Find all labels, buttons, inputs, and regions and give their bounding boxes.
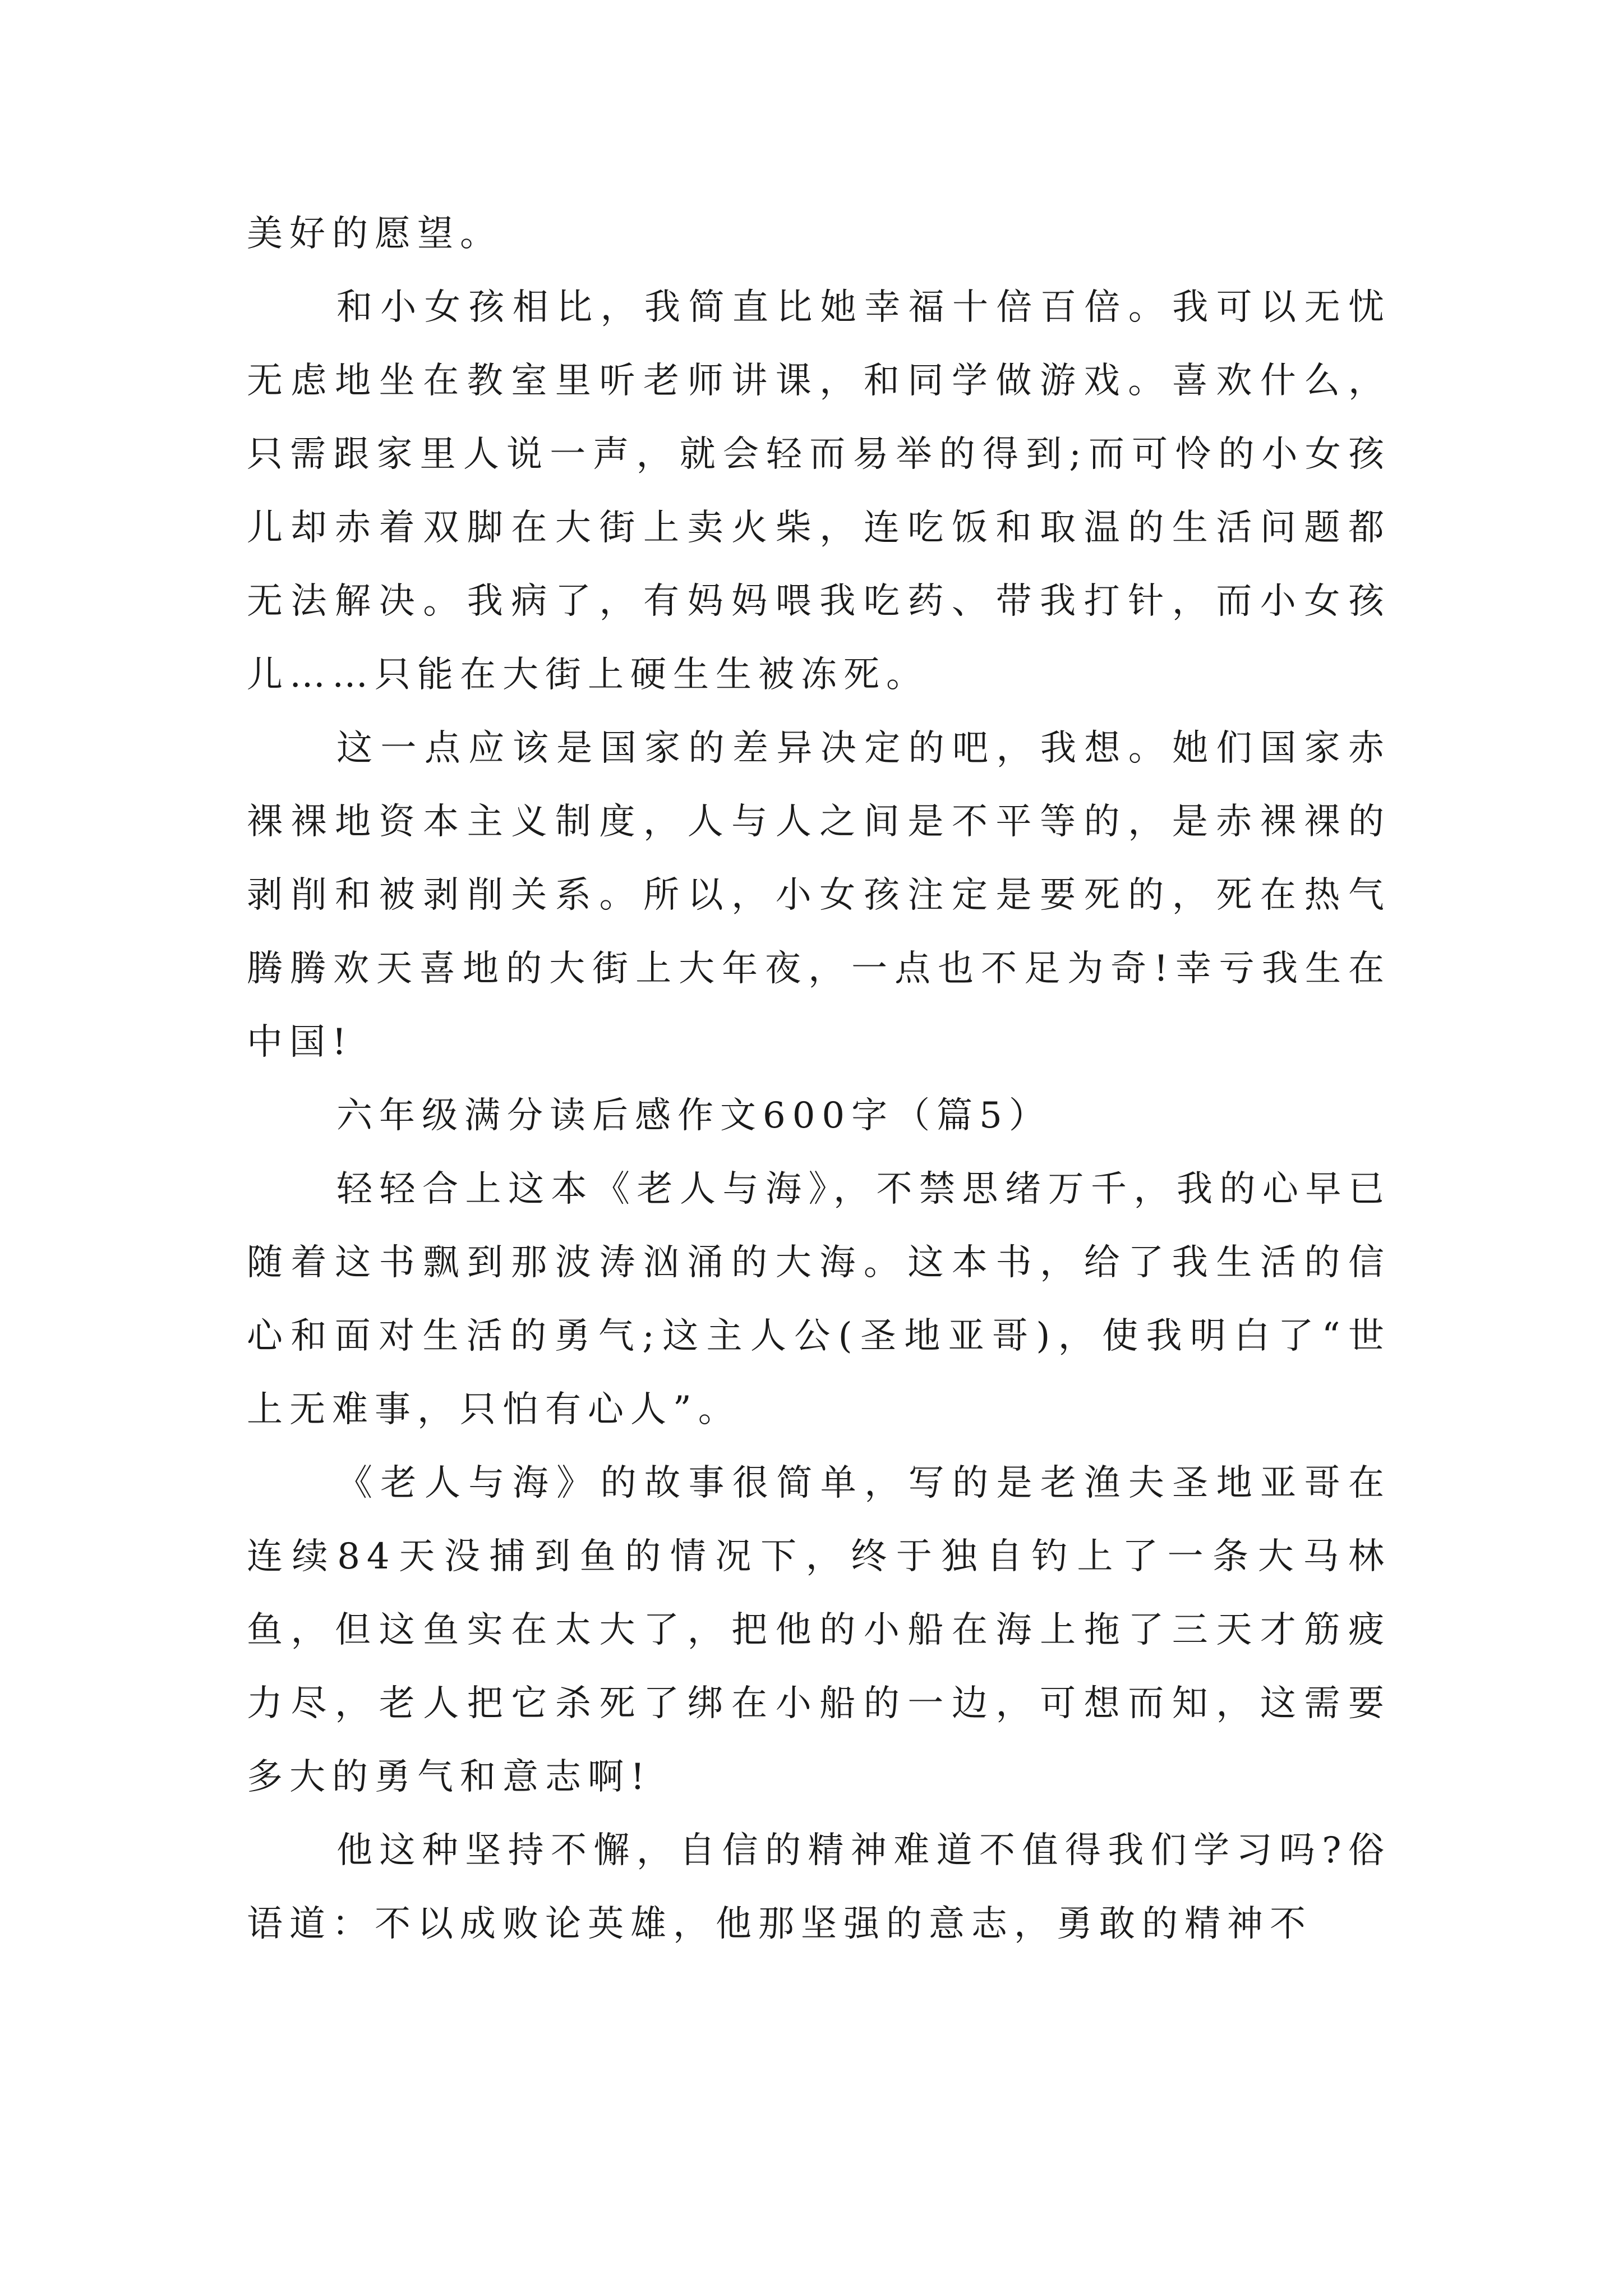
paragraph-3: 这一点应该是国家的差异决定的吧，我想。她们国家赤裸裸地资本主义制度，人与人之间是不平等的，是赤裸裸的剥削和被剥削关系。所以，小女孩注定是要死的，死在热气腾腾欢天喜地的大街上大年夜，一点也不足为奇!幸亏我生在中国! <box>247 728 1391 1063</box>
paragraph-5: 《老人与海》的故事很简单，写的是老渔夫圣地亚哥在连续84天没捕到鱼的情况下，终于独自钓上了一条大马林鱼，但这鱼实在太大了，把他的小船在海上拖了三天才筋疲力尽，老人把它杀死了绑在小船的一边，可想而知，这需要多大的勇气和意志啊! <box>247 1462 1391 1798</box>
document-body <box>247 197 1391 1961</box>
paragraph-1: 美好的愿望。 <box>247 213 502 255</box>
paragraph-6: 他这种坚持不懈，自信的精神难道不值得我们学习吗?俗语道：不以成败论英雄，他那坚强的意志，勇敢的精神不 <box>247 1830 1391 1945</box>
paragraph-4: 轻轻合上这本《老人与海》，不禁思绪万千，我的心早已随着这书飘到那波涛汹涌的大海。这本书，给了我生活的信心和面对生活的勇气;这主人公(圣地亚哥)，使我明白了“世上无难事，只怕有心人”。 <box>247 1168 1391 1430</box>
paragraph-2: 和小女孩相比，我简直比她幸福十倍百倍。我可以无忧无虑地坐在教室里听老师讲课，和同学做游戏。喜欢什么，只需跟家里人说一声，就会轻而易举的得到;而可怜的小女孩儿却赤着双脚在大街上卖火柴，连吃饭和取温的生活问题都无法解决。我病了，有妈妈喂我吃药、带我打针，而小女孩儿……只能在大街上硬生生被冻死。 <box>247 287 1391 696</box>
section-heading: 六年级满分读后感作文600字（篇5） <box>336 1095 1052 1137</box>
